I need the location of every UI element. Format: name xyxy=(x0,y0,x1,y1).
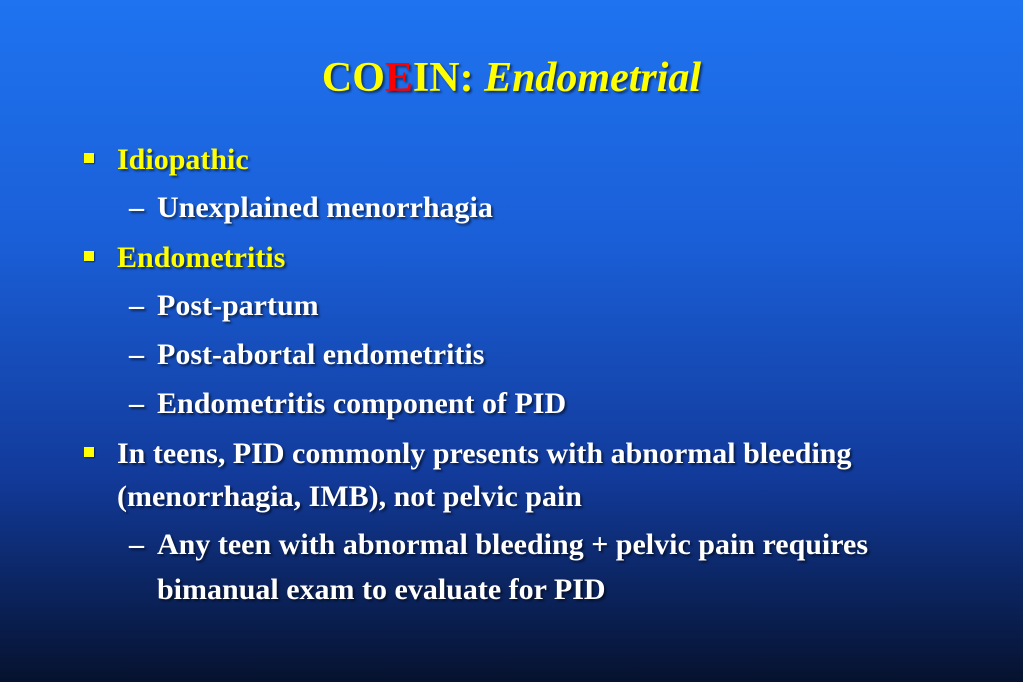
square-bullet-icon xyxy=(84,251,94,261)
sub-item-bimanual-exam xyxy=(129,522,937,612)
dash-marker: – xyxy=(129,289,144,322)
title-part-e-highlight: E xyxy=(384,55,413,101)
bullet-text: Endometritis xyxy=(117,241,286,274)
sub-item-text: Unexplained menorrhagia xyxy=(157,191,493,224)
sub-item-text: Any teen with abnormal bleeding + pelvic pain requires bimanual exam to evaluate for PID xyxy=(157,528,869,606)
square-bullet-icon xyxy=(84,447,94,457)
sub-item-pid-component xyxy=(129,381,937,426)
sub-item-text: Post-partum xyxy=(157,289,319,322)
slide-title xyxy=(0,50,1023,106)
bullet-list xyxy=(0,138,1023,612)
dash-marker: – xyxy=(129,528,144,561)
sub-item-post-partum xyxy=(129,283,937,328)
bullet-text: In teens, PID commonly presents with abnormal bleeding (menorrhagia, IMB), not pelvic pain xyxy=(117,437,852,513)
square-bullet-icon xyxy=(84,153,94,163)
sub-item-text: Endometritis component of PID xyxy=(157,387,567,420)
dash-marker: – xyxy=(129,387,144,420)
title-subtitle: Endometrial xyxy=(484,55,702,101)
sub-item-unexplained-menorrhagia xyxy=(129,185,937,230)
bullet-text: Idiopathic xyxy=(117,143,249,176)
dash-marker: – xyxy=(129,338,144,371)
title-part-in: IN: xyxy=(412,55,485,101)
sub-item-post-abortal xyxy=(129,332,937,377)
title-part-co: CO xyxy=(321,55,385,101)
sub-item-text: Post-abortal endometritis xyxy=(157,338,485,371)
dash-marker: – xyxy=(129,191,144,224)
bullet-item-endometritis xyxy=(117,236,937,279)
bullet-item-idiopathic xyxy=(117,138,937,181)
bullet-item-teens-pid xyxy=(117,432,937,518)
